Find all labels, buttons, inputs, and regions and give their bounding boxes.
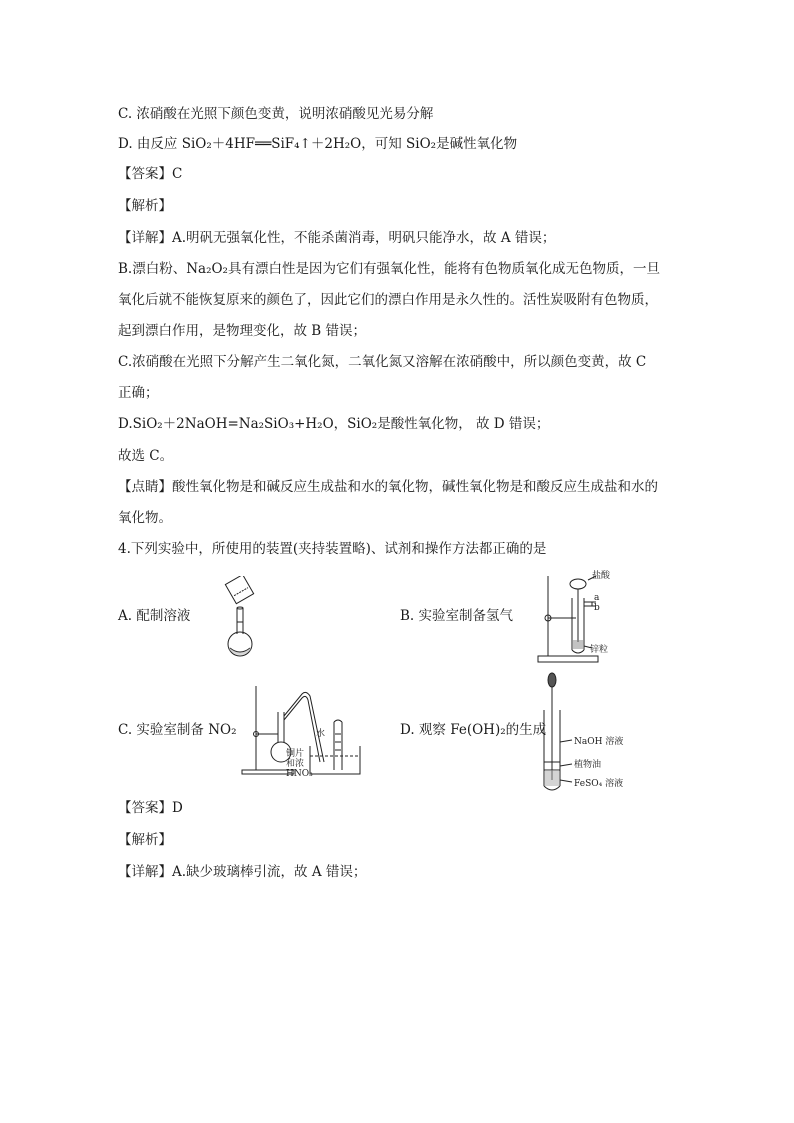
answer-line: 【答案】C bbox=[118, 166, 183, 182]
detail-d-line: D.SiO₂＋2NaOH=Na₂SiO₃+H₂O，SiO₂是酸性氧化物， 故 D 错误； bbox=[118, 416, 550, 432]
option-d-line: D. 由反应 SiO₂＋4HF══SiF₄↑＋2H₂O，可知 SiO₂是碱性氧化物 bbox=[118, 136, 518, 152]
tip-line-2: 氧化物。 bbox=[118, 510, 172, 526]
figure-b-hydrogen-apparatus bbox=[532, 570, 632, 666]
detail-c-line-1: C.浓硝酸在光照下分解产生二氧化氮，二氧化氮又溶解在浓硝酸中，所以颜色变黄，故 C bbox=[118, 354, 647, 370]
label-oil: 植物油 bbox=[574, 760, 602, 770]
label-and-conc: 和浓 bbox=[286, 759, 305, 769]
option-b-label: B. 实验室制备氢气 bbox=[400, 608, 514, 624]
option-d-label: D. 观察 Fe(OH)₂的生成 bbox=[400, 722, 547, 738]
label-water: 水 bbox=[316, 729, 326, 739]
label-b: b bbox=[594, 603, 600, 613]
answer-line-2: 【答案】D bbox=[118, 800, 183, 816]
option-a-label: A. 配制溶液 bbox=[118, 608, 191, 624]
label-hydrochloric-acid: 盐酸 bbox=[592, 571, 611, 581]
label-zinc: 锌粒 bbox=[590, 645, 609, 655]
detail-b-line-1: B.漂白粉、Na₂O₂具有漂白性是因为它们有强氧化性，能将有色物质氧化成无色物质，一旦 bbox=[118, 261, 660, 277]
option-c-label: C. 实验室制备 NO₂ bbox=[118, 722, 237, 738]
detail-a-line-2: 【详解】A.缺少玻璃棒引流，故 A 错误； bbox=[118, 864, 367, 880]
figure-a-volumetric-flask bbox=[218, 576, 268, 660]
figure-c-no2-apparatus bbox=[238, 682, 362, 778]
tip-line-1: 【点睛】酸性氧化物是和碱反应生成盐和水的氧化物，碱性氧化物是和酸反应生成盐和水的 bbox=[118, 479, 658, 495]
label-copper: 铜片 bbox=[286, 749, 305, 759]
option-c-line: C. 浓硝酸在光照下颜色变黄，说明浓硝酸见光易分解 bbox=[118, 106, 434, 122]
detail-b-line-2: 氧化后就不能恢复原来的颜色了，因此它们的漂白作用是永久性的。活性炭吸附有色物质， bbox=[118, 292, 658, 308]
conclusion-line: 故选 C。 bbox=[118, 448, 174, 464]
detail-a-line: 【详解】A.明矾无强氧化性，不能杀菌消毒，明矾只能净水，故 A 错误； bbox=[118, 230, 556, 246]
label-a: a bbox=[594, 593, 600, 603]
label-feso4: FeSO₄ 溶液 bbox=[574, 779, 624, 789]
analysis-heading: 【解析】 bbox=[118, 198, 172, 214]
detail-c-line-2: 正确； bbox=[118, 385, 159, 401]
label-naoh: NaOH 溶液 bbox=[574, 737, 624, 747]
analysis-heading-2: 【解析】 bbox=[118, 832, 172, 848]
detail-b-line-3: 起到漂白作用，是物理变化，故 B 错误； bbox=[118, 323, 367, 339]
question-4-stem: 4.下列实验中，所使用的装置(夹持装置略)、试剂和操作方法都正确的是 bbox=[118, 541, 547, 557]
label-hno3: HNO₃ bbox=[286, 769, 313, 778]
figure-d-feoh2-tube bbox=[540, 670, 640, 794]
